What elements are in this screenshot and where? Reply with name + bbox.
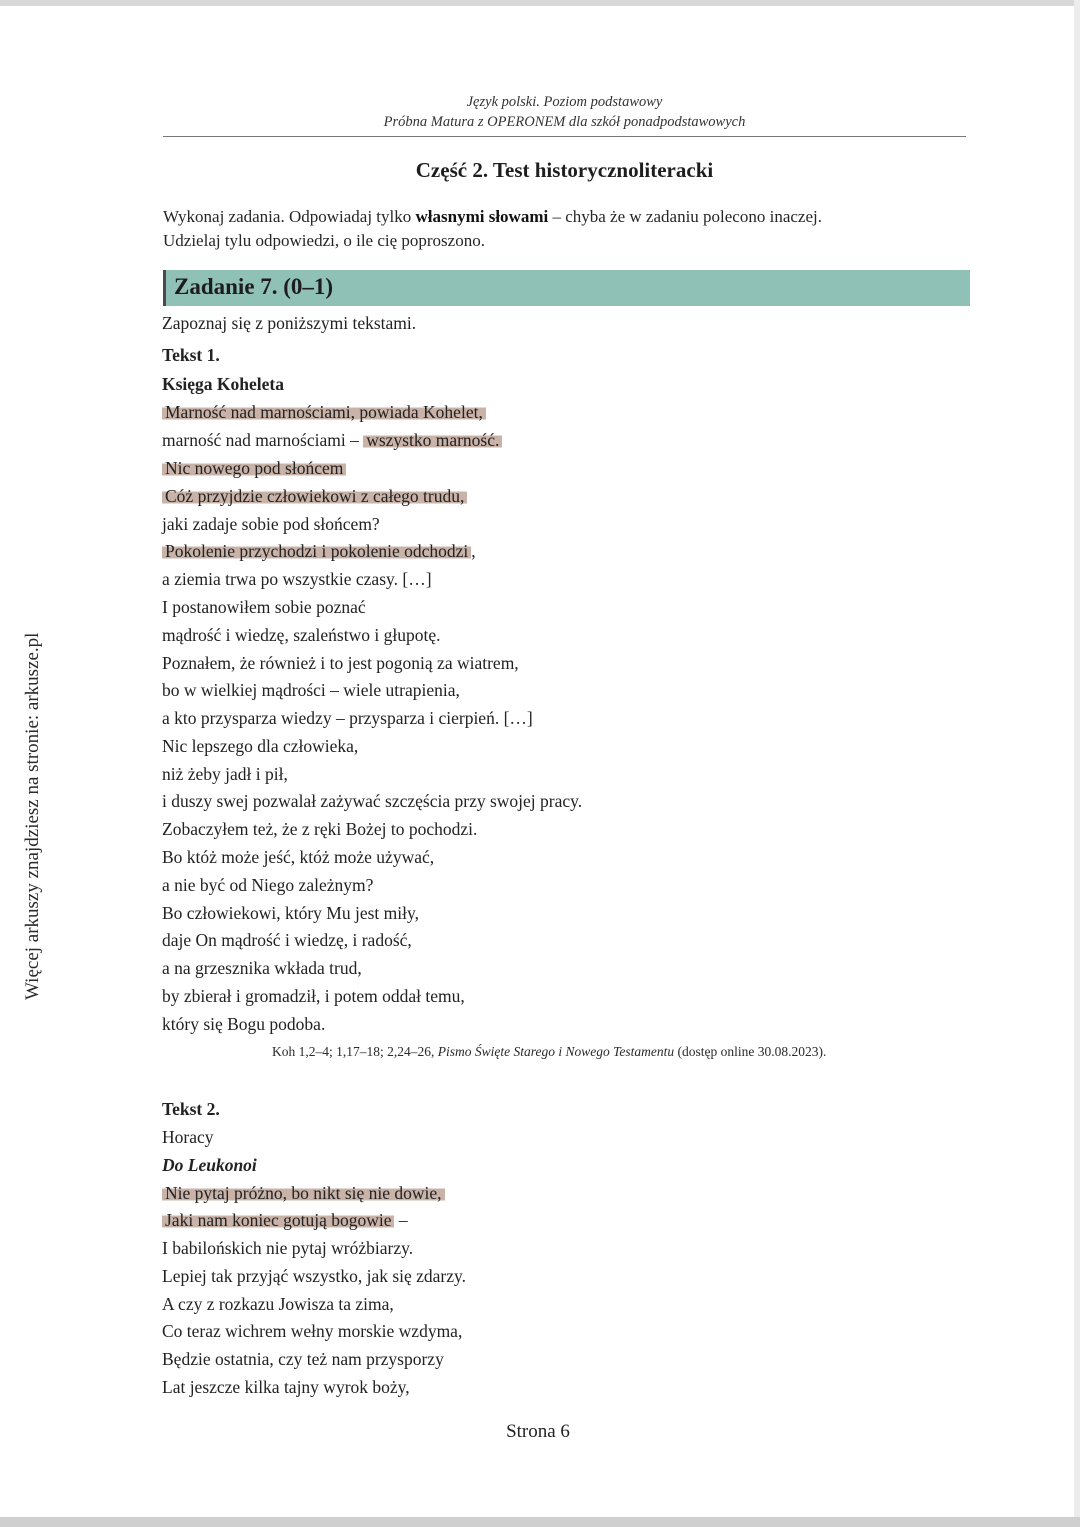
text2-line: I babilońskich nie pytaj wróżbiarzy. [162, 1238, 414, 1258]
text1-line [162, 486, 467, 507]
instructions [163, 205, 973, 253]
text1-line [162, 402, 486, 423]
text1-line: daje On mądrość i wiedzę, i radość, [162, 930, 412, 950]
text1-label: Tekst 1. [162, 345, 220, 365]
highlight: Nic nowego pod słońcem [162, 458, 346, 478]
highlight: Nie pytaj próżno, bo nikt się nie dowie, [162, 1183, 445, 1203]
side-watermark-text: Więcej arkuszy znajdziesz na stronie: arkusze.pl [22, 632, 43, 1000]
text1-line: Poznałem, że również i to jest pogonią za wiatrem, [162, 653, 519, 673]
text1-line: który się Bogu podoba. [162, 1014, 326, 1034]
header-subject: Język polski. Poziom podstawowy [466, 94, 663, 110]
text2-line [162, 1183, 445, 1204]
text1-line: Nic lepszego dla człowieka, [162, 736, 359, 756]
instructions-line-1: Wykonaj zadania. Odpowiadaj tylko własnymi słowami – chyba że w zadaniu polecono inaczej. [163, 207, 822, 226]
text2-author: Horacy [162, 1127, 214, 1147]
text1-line: bo w wielkiej mądrości – wiele utrapienia, [162, 680, 460, 700]
text1-line: a kto przysparza wiedzy – przysparza i cierpień. […] [162, 708, 533, 728]
text1-line: by zbierał i gromadził, i potem oddał temu, [162, 986, 465, 1006]
text1-line: i duszy swej pozwalał zażywać szczęścia przy swojej pracy. [162, 791, 583, 811]
text1-line: Pokolenie przychodzi i pokolenie odchodzi , [162, 541, 476, 562]
text1-line: jaki zadaje sobie pod słońcem? [162, 514, 380, 534]
text1-line: a ziemia trwa po wszystkie czasy. […] [162, 569, 432, 589]
text1-line: a na grzesznika wkłada trud, [162, 958, 362, 978]
task-banner [163, 270, 970, 306]
page-number: Strona 6 [506, 1421, 570, 1442]
text2-line: Lepiej tak przyjąć wszystko, jak się zdarzy. [162, 1266, 467, 1286]
header-exam: Próbna Matura z OPERONEM dla szkół ponadpodstawowych [383, 114, 746, 130]
scan-edge-top [0, 0, 1080, 6]
task-title: Zadanie 7. (0–1) [174, 274, 334, 299]
part-title: Część 2. Test historycznoliteracki [415, 158, 714, 182]
scan-edge-right [1074, 0, 1080, 1527]
text2-line: Lat jeszcze kilka tajny wyrok boży, [162, 1377, 410, 1397]
text1-line: Bo człowiekowi, który Mu jest miły, [162, 903, 419, 923]
text2-line: Jaki nam koniec gotują bogowie – [162, 1210, 408, 1231]
text1-source: Koh 1,2–4; 1,17–18; 2,24–26, Pismo Święte Starego i Nowego Testamentu (dostęp online 30.08.2023). [272, 1044, 827, 1059]
header-divider [163, 136, 966, 137]
text1-line [162, 458, 346, 479]
highlight: Pokolenie przychodzi i pokolenie odchodzi [162, 541, 471, 561]
text2-label: Tekst 2. [162, 1099, 220, 1119]
text2-line: A czy z rozkazu Jowisza ta zima, [162, 1294, 394, 1314]
instructions-line-2: Udzielaj tylu odpowiedzi, o ile cię poproszono. [163, 231, 485, 250]
text1-line: a nie być od Niego zależnym? [162, 875, 374, 895]
highlight: Jaki nam koniec gotują bogowie [162, 1210, 394, 1230]
source-book-title: Pismo Święte Starego i Nowego Testamentu [437, 1044, 675, 1059]
text1-line: niż żeby jadł i pił, [162, 764, 288, 784]
text1-line: mądrość i wiedzę, szaleństwo i głupotę. [162, 625, 441, 645]
text1-line: marność nad marnościami – wszystko marność. [162, 430, 502, 451]
text1-line: Bo któż może jeść, któż może używać, [162, 847, 435, 867]
text1-title: Księga Koheleta [162, 374, 284, 394]
highlight: Cóż przyjdzie człowiekowi z całego trudu, [162, 486, 467, 506]
scan-edge-bottom [0, 1517, 1080, 1527]
text2-line: Co teraz wichrem wełny morskie wzdyma, [162, 1321, 463, 1341]
text1-line: Zobaczyłem też, że z ręki Bożej to pochodzi. [162, 819, 478, 839]
text1-line: I postanowiłem sobie poznać [162, 597, 366, 617]
task-intro: Zapoznaj się z poniższymi tekstami. [162, 313, 417, 333]
page-header [163, 92, 966, 132]
highlight: Marność nad marnościami, powiada Kohelet, [162, 402, 486, 422]
highlight: wszystko marność. [363, 430, 502, 450]
instructions-emphasis: własnymi słowami [415, 207, 549, 226]
text2-line: Będzie ostatnia, czy też nam przysporzy [162, 1349, 444, 1369]
text2-title: Do Leukonoi [162, 1155, 257, 1175]
